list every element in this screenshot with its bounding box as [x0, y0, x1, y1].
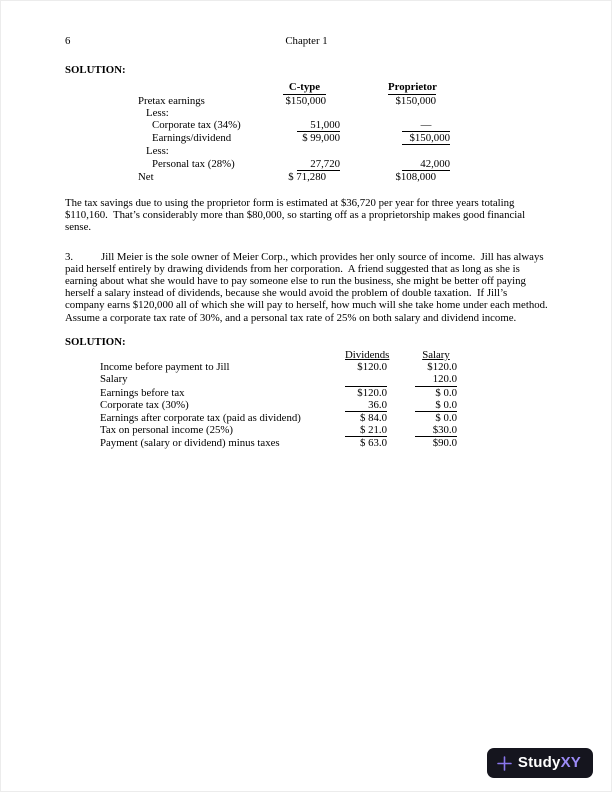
table-row [138, 145, 548, 157]
table-row [100, 387, 548, 399]
cell-ctype: 27,720 [297, 158, 340, 171]
row-label: Salary [100, 373, 128, 386]
chapter-title: Chapter 1 [285, 35, 328, 47]
table-row [138, 95, 548, 107]
column-header-dividends: Dividends [345, 349, 390, 362]
cell-proprietor: — [402, 119, 450, 132]
table-row [100, 412, 548, 424]
problem-number: 3. [65, 250, 74, 263]
brand-text [517, 753, 581, 771]
brand-primary: Study [517, 753, 561, 771]
cell-proprietor: $150,000 [402, 132, 450, 145]
row-label: Corporate tax (34%) [152, 119, 241, 132]
page-header [65, 35, 548, 47]
cell-dividends: $ 21.0 [345, 424, 387, 437]
row-label: Tax on personal income (25%) [100, 424, 233, 437]
table-row [138, 107, 548, 119]
row-label: Earnings/dividend [152, 132, 232, 145]
cell-ctype: 51,000 [297, 119, 340, 132]
cell-salary: $ 0.0 [435, 412, 457, 425]
cell-ctype: $150,000 [285, 94, 326, 107]
tax-savings-paragraph: The tax savings due to using the proprietor form is estimated at $36,720 per year for three years totaling $110,160. That’s considerably more than $80,000, so starting off as a proprietorship makes good financial sense. [65, 197, 528, 234]
row-label: Personal tax (28%) [152, 157, 235, 170]
row-label: Earnings before tax [100, 386, 185, 399]
table-header-row [100, 349, 548, 361]
plus-icon [497, 756, 512, 771]
table-row [138, 158, 548, 171]
cell-salary: $ 0.0 [415, 399, 457, 412]
cell-salary: $ 0.0 [435, 386, 457, 399]
row-label: Earnings after corporate tax (paid as dividend) [100, 412, 301, 425]
problem-3-paragraph [65, 250, 553, 324]
dividends-salary-table [100, 349, 548, 450]
table-row [100, 361, 548, 373]
cell-salary: $120.0 [427, 361, 457, 374]
cell-proprietor: $108,000 [395, 170, 436, 183]
table-row [100, 399, 548, 412]
cell-dividends: $120.0 [357, 361, 387, 374]
cell-ctype: $ 99,000 [302, 132, 340, 145]
column-header-ctype: C-type [283, 81, 326, 94]
cell-dividends [345, 373, 387, 386]
solution-heading-2: SOLUTION: [65, 335, 126, 348]
row-label: Less: [146, 145, 169, 158]
cell-dividends: $ 63.0 [360, 437, 387, 450]
row-label: Less: [146, 106, 169, 119]
table-row [138, 132, 548, 145]
problem-text: Jill Meier is the sole owner of Meier Corp., which provides her only source of income. Jill has always paid herself entirely by drawing dividends from her corporation. A friend suggested that as long as she is earning about what she would have to pay someone else to run the business, she might be better off paying herself a salary instead of dividends, because she would avoid the problem of double taxation. If Jill’s company earns $120,000 all of which she will pay to herself, how much will she take home under each method. Assume a corporate tax rate of 30%, and a personal tax rate of 25% on both salary and dividend income. [65, 250, 553, 324]
row-label: Net [138, 170, 154, 183]
row-label: Corporate tax (30%) [100, 398, 189, 411]
cell-proprietor: $150,000 [395, 94, 436, 107]
cell-salary: 120.0 [415, 373, 457, 386]
table-row [100, 373, 548, 386]
cell-salary: $90.0 [432, 437, 457, 450]
row-label: Income before payment to Jill [100, 361, 230, 374]
table-row [138, 171, 548, 183]
cell-dividends: 36.0 [345, 399, 387, 412]
solution-heading-1: SOLUTION: [65, 64, 126, 77]
table-header-row [138, 81, 548, 94]
column-header-salary: Salary [422, 349, 450, 362]
page-number: 6 [65, 35, 71, 47]
row-label: Payment (salary or dividend) minus taxes [100, 437, 280, 450]
cell-proprietor: 42,000 [402, 158, 450, 171]
row-label: Pretax earnings [138, 94, 205, 107]
cell-dividends: $120.0 [357, 386, 387, 399]
studyxy-watermark-badge [487, 748, 593, 778]
table-row [100, 424, 548, 437]
column-header-proprietor: Proprietor [388, 81, 437, 94]
table-row [100, 437, 548, 449]
brand-accent: XY [560, 753, 581, 771]
cell-ctype: $ 71,280 [288, 170, 326, 183]
table-row [138, 119, 548, 132]
cell-dividends: $ 84.0 [360, 412, 387, 425]
tax-comparison-table [138, 81, 548, 183]
cell-salary: $30.0 [415, 424, 457, 437]
